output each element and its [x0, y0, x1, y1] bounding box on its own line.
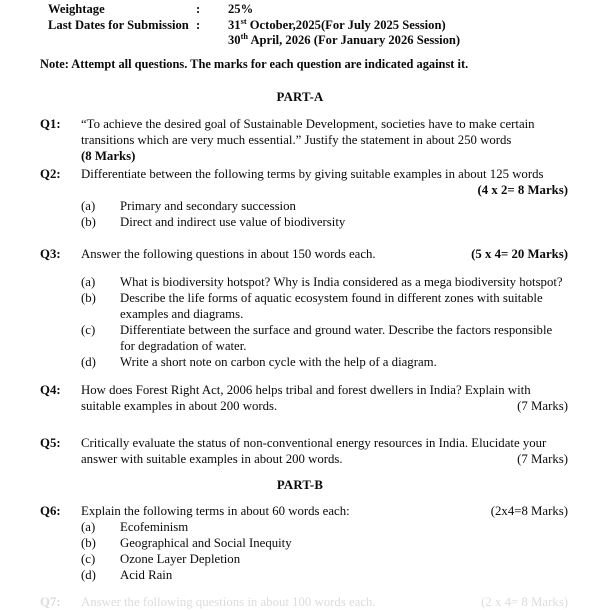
question-q5-head — [40, 435, 568, 467]
question-q3-head — [40, 246, 568, 262]
meta-label-last-dates: Last Dates for Submission — [48, 17, 189, 32]
question-q6-subitem-b — [81, 535, 568, 551]
question-q4-head — [40, 382, 568, 414]
question-q6-head — [40, 503, 568, 519]
subitem-text: What is biodiversity hotspot? Why is India considered as a mega biodiversity hotspot? — [120, 275, 563, 289]
subitem-marker: (b) — [81, 291, 96, 305]
date-day-july: 31 — [228, 17, 241, 32]
question-q2-head — [40, 166, 568, 198]
question-q5-text: Critically evaluate the status of non-conventional energy resources in India. Elucidate your answer with suitable examples in about 200 words. — [81, 436, 547, 466]
subitem-text: Primary and secondary succession — [120, 199, 296, 213]
header-meta-block — [48, 2, 568, 49]
subitem-text: Describe the life forms of aquatic ecosystem found in different zones with suitable examples and diagrams. — [120, 291, 543, 321]
question-q3-marks: (5 x 4= 20 Marks) — [471, 247, 568, 261]
question-q3-text-wrap — [81, 246, 568, 262]
subitem-marker: (a) — [81, 520, 96, 534]
question-q3 — [40, 246, 568, 370]
question-q5-marks: (7 Marks) — [517, 452, 568, 466]
question-q7-text: Answer the following questions in about 100 words each. — [81, 595, 376, 609]
question-q6 — [40, 503, 568, 583]
meta-value-weightage: 25% — [228, 2, 254, 16]
subitem-text: Acid Rain — [120, 568, 173, 582]
question-q3-sublist — [40, 274, 568, 370]
subitem-text: Geographical and Social Inequity — [120, 536, 292, 550]
question-q7-label: Q7: — [40, 595, 61, 609]
question-q6-label: Q6: — [40, 504, 61, 518]
question-q3-text: Answer the following questions in about 150 words each. — [81, 247, 376, 261]
meta-value-last-date-january — [228, 33, 568, 49]
question-q4-label: Q4: — [40, 383, 61, 397]
question-q6-text: Explain the following terms in about 60 words each: — [81, 504, 350, 518]
meta-label-weightage: Weightage — [48, 2, 105, 16]
subitem-text: Differentiate between the surface and ground water. Describe the factors responsible for degradation of water. — [120, 323, 553, 353]
question-q2-label: Q2: — [40, 167, 61, 181]
question-q3-label: Q3: — [40, 247, 61, 261]
question-q5-label: Q5: — [40, 436, 61, 450]
question-q6-marks: (2x4=8 Marks) — [490, 504, 568, 518]
question-q2-text: Differentiate between the following terms by giving suitable examples in about 125 words — [81, 167, 544, 181]
question-q2-subitem-b — [81, 214, 568, 230]
question-q6-subitem-c — [81, 551, 568, 567]
question-q1-text: “To achieve the desired goal of Sustainable Development, societies have to make certain transitions which are very much essential.” Justify the statement in about 250 words — [81, 117, 535, 147]
question-q7-clipped — [40, 594, 568, 610]
question-q7-marks: (2 x 4= 8 Marks) — [481, 595, 568, 609]
question-q6-subitem-d — [81, 567, 568, 583]
question-q3-subitem-b — [81, 290, 568, 322]
subitem-text: Ozone Layer Depletion — [120, 552, 241, 566]
subitem-text: Write a short note on carbon cycle with the help of a diagram. — [120, 355, 437, 369]
date-rest-july: October,2025(For July 2025 Session) — [246, 17, 446, 32]
date-ordinal-january: th — [240, 32, 248, 41]
meta-row-weightage — [48, 2, 568, 18]
date-ordinal-july: st — [240, 16, 247, 26]
question-q1 — [40, 116, 568, 164]
question-q7-head — [40, 594, 568, 610]
question-q1-text-wrap — [81, 116, 568, 164]
question-q2-subitem-a — [81, 198, 568, 214]
subitem-marker: (b) — [81, 215, 96, 229]
part-a-heading: PART-A — [276, 90, 324, 104]
subitem-marker: (d) — [81, 568, 96, 582]
question-q4 — [40, 382, 568, 414]
subitem-marker: (a) — [81, 275, 96, 289]
question-q6-subitem-a — [81, 519, 568, 535]
question-q1-head — [40, 116, 568, 164]
meta-colon-weightage: : — [196, 2, 201, 16]
question-q3-subitem-c — [81, 322, 568, 354]
meta-colon-last-dates: : — [196, 17, 201, 32]
subitem-marker: (c) — [81, 552, 96, 566]
subitem-marker: (a) — [81, 199, 96, 213]
question-q3-subitem-d — [81, 354, 568, 370]
question-q6-sublist — [40, 519, 568, 583]
question-q3-subitem-a — [81, 274, 568, 290]
question-q5 — [40, 435, 568, 467]
question-q2-marks: (4 x 2= 8 Marks) — [477, 183, 568, 197]
question-q4-text: How does Forest Right Act, 2006 helps tribal and forest dwellers in India? Explain with suitable examples in about 200 words. — [81, 383, 531, 413]
subitem-marker: (b) — [81, 536, 96, 550]
meta-row-last-date-january — [48, 33, 568, 49]
meta-row-last-dates — [48, 18, 568, 34]
question-q2 — [40, 166, 568, 230]
question-q2-sublist — [40, 198, 568, 230]
date-rest-january: April, 2026 (For January 2026 Session) — [247, 33, 461, 48]
instructions-note: Note: Attempt all questions. The marks for each question are indicated against it. — [40, 57, 469, 71]
subitem-marker: (d) — [81, 355, 96, 369]
subitem-text: Ecofeminism — [120, 520, 189, 534]
subitem-marker: (c) — [81, 323, 96, 337]
meta-value-last-date-july — [228, 18, 568, 34]
question-q4-marks: (7 Marks) — [517, 399, 568, 413]
question-q1-label: Q1: — [40, 117, 61, 131]
date-day-january: 30 — [228, 33, 241, 48]
question-q1-marks: (8 Marks) — [81, 149, 136, 163]
subitem-text: Direct and indirect use value of biodiversity — [120, 215, 346, 229]
part-b-heading: PART-B — [276, 478, 324, 492]
